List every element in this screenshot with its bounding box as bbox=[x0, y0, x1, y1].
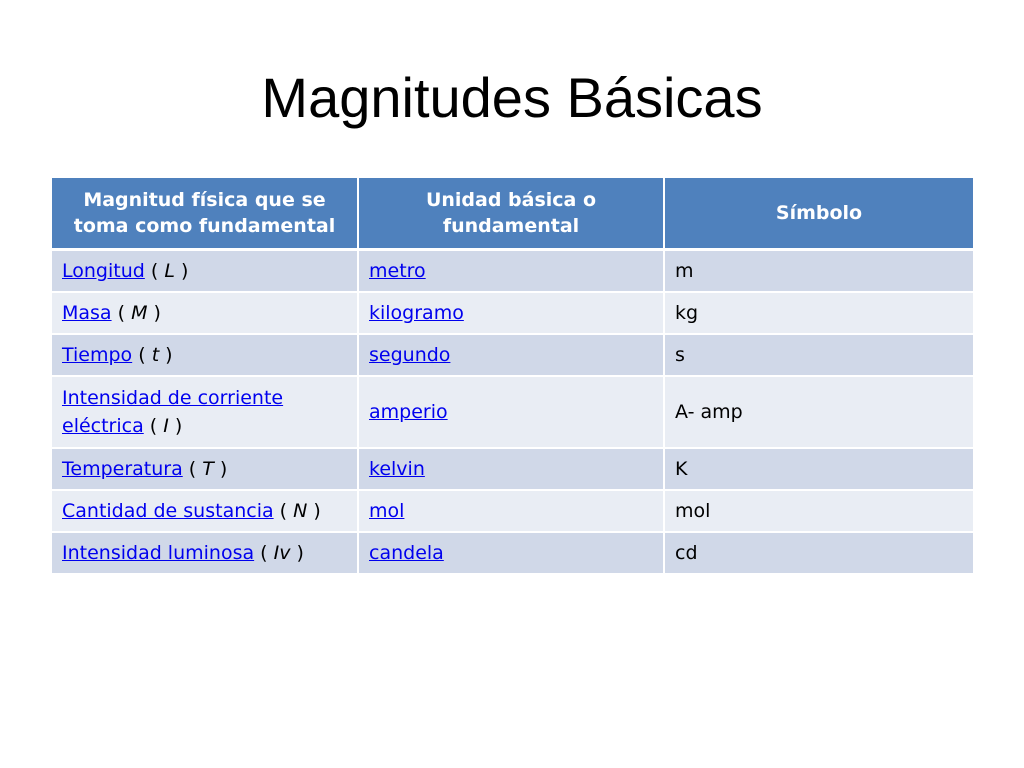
magnitudes-table-container bbox=[52, 178, 973, 575]
magnitude-link[interactable]: Intensidad de corriente eléctrica bbox=[62, 387, 284, 437]
unit-cell bbox=[358, 376, 664, 448]
header-magnitude: Magnitud física que se toma como fundamental bbox=[52, 178, 358, 250]
table-row bbox=[52, 448, 973, 490]
table-row bbox=[52, 376, 973, 448]
magnitude-link[interactable]: Temperatura bbox=[62, 458, 183, 480]
magnitude-link[interactable]: Longitud bbox=[62, 260, 145, 282]
unit-cell bbox=[358, 292, 664, 334]
magnitude-cell: Temperatura ( T ) bbox=[52, 448, 358, 490]
symbol-cell: s bbox=[664, 334, 973, 376]
symbol-cell: kg bbox=[664, 292, 973, 334]
unit-link[interactable]: amperio bbox=[369, 401, 448, 423]
unit-cell bbox=[358, 334, 664, 376]
table-row bbox=[52, 490, 973, 532]
magnitude-variable: I bbox=[163, 415, 169, 437]
magnitude-cell: Longitud ( L ) bbox=[52, 250, 358, 293]
magnitude-variable: t bbox=[151, 344, 160, 366]
magnitude-cell: Masa ( M ) bbox=[52, 292, 358, 334]
unit-link[interactable]: candela bbox=[369, 542, 444, 564]
symbol-cell: A- amp bbox=[664, 376, 973, 448]
symbol-cell: m bbox=[664, 250, 973, 293]
table-row bbox=[52, 532, 973, 574]
magnitude-variable: N bbox=[293, 500, 308, 522]
magnitude-cell: Intensidad de corriente eléctrica ( I ) bbox=[52, 376, 358, 448]
slide-title: Magnitudes Básicas bbox=[261, 66, 763, 129]
unit-link[interactable]: kilogramo bbox=[369, 302, 464, 324]
magnitude-variable: M bbox=[131, 302, 148, 324]
unit-cell bbox=[358, 490, 664, 532]
magnitude-link[interactable]: Masa bbox=[62, 302, 112, 324]
unit-cell bbox=[358, 448, 664, 490]
magnitude-variable: L bbox=[164, 260, 175, 282]
unit-link[interactable]: mol bbox=[369, 500, 405, 522]
magnitude-link[interactable]: Intensidad luminosa bbox=[62, 542, 255, 564]
table-row bbox=[52, 334, 973, 376]
symbol-cell: cd bbox=[664, 532, 973, 574]
unit-link[interactable]: kelvin bbox=[369, 458, 425, 480]
table-row bbox=[52, 292, 973, 334]
magnitude-variable: Iv bbox=[273, 542, 291, 564]
magnitude-cell: Intensidad luminosa ( Iv ) bbox=[52, 532, 358, 574]
header-symbol: Símbolo bbox=[664, 178, 973, 250]
magnitude-link[interactable]: Cantidad de sustancia bbox=[62, 500, 274, 522]
magnitude-cell: Tiempo ( t ) bbox=[52, 334, 358, 376]
magnitude-cell: Cantidad de sustancia ( N ) bbox=[52, 490, 358, 532]
magnitudes-table bbox=[52, 178, 973, 575]
unit-cell bbox=[358, 532, 664, 574]
magnitude-link[interactable]: Tiempo bbox=[62, 344, 133, 366]
header-unit: Unidad básica o fundamental bbox=[358, 178, 664, 250]
magnitude-variable: T bbox=[202, 458, 214, 480]
table-row bbox=[52, 250, 973, 293]
unit-link[interactable]: segundo bbox=[369, 344, 451, 366]
unit-cell bbox=[358, 250, 664, 293]
table-header-row bbox=[52, 178, 973, 250]
symbol-cell: K bbox=[664, 448, 973, 490]
unit-link[interactable]: metro bbox=[369, 260, 426, 282]
symbol-cell: mol bbox=[664, 490, 973, 532]
